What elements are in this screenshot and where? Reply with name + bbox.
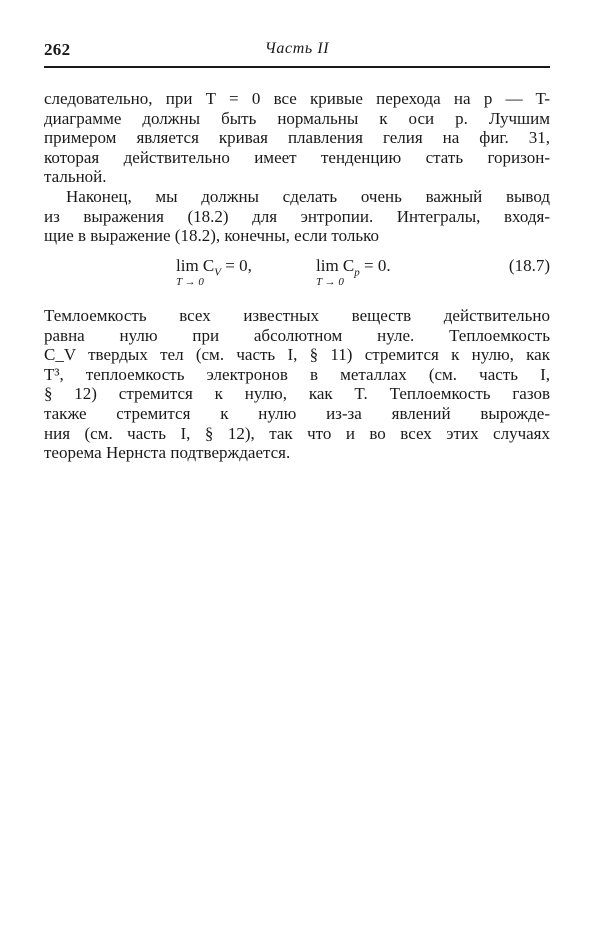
limit-operator: [316, 256, 391, 288]
equation-left: [176, 256, 252, 288]
header-rule: [44, 66, 550, 68]
text-line: ния (см. часть I, § 12), так что и во всех этих случаях: [44, 423, 550, 443]
page-number: 262: [44, 40, 71, 59]
text-line: из выражения (18.2) для энтропии. Интегралы, входя-: [44, 206, 550, 226]
text-line: диаграмме должны быть нормальны к оси p. Лучшим: [44, 108, 550, 128]
paragraph-2: [44, 187, 550, 246]
paragraph-3: [44, 306, 550, 463]
text-line: тальной.: [44, 167, 107, 187]
page-header: [44, 38, 550, 64]
limit-underscript: T → 0: [176, 276, 204, 288]
limit-expression: lim C: [316, 256, 355, 275]
text-line: следовательно, при T = 0 все кривые перехода на p — T-: [44, 89, 550, 108]
equation-right: [316, 256, 391, 288]
paragraph-1: [44, 89, 550, 187]
text-line: которая действительно имеет тенденцию стать горизон-: [44, 147, 550, 167]
subscript-p: p: [354, 266, 360, 279]
text-line: щие в выражение (18.2), конечны, если только: [44, 226, 380, 246]
text-line: также стремится к нулю из-за явлений вырожде-: [44, 403, 550, 423]
text-line: примером является кривая плавления гелия на фиг. 31,: [44, 128, 550, 148]
limit-underscript: T → 0: [316, 276, 344, 288]
text-line: C_V твердых тел (см. часть I, § 11) стремится к нулю, как: [44, 345, 550, 365]
text-line: Темлоемкость всех известных веществ действительно: [44, 306, 550, 325]
text-line: равна нулю при абсолютном нуле. Теплоемкость: [44, 325, 550, 345]
limit-operator: [176, 256, 252, 288]
equation-rhs: = 0,: [221, 256, 252, 275]
limit-expression: lim C: [176, 256, 215, 275]
subscript-v: V: [214, 266, 221, 279]
equation-number: (18.7): [508, 256, 550, 275]
equation-rhs: = 0.: [359, 256, 391, 275]
text-line: теорема Нернста подтверждается.: [44, 443, 291, 463]
text-line: § 12) стремится к нулю, как T. Теплоемкость газов: [44, 384, 550, 404]
text-line: Наконец, мы должны сделать очень важный вывод: [66, 187, 550, 206]
text-line: T³, теплоемкость электронов в металлах (см. часть I,: [44, 364, 550, 384]
display-equation: [44, 256, 550, 296]
running-head: Часть II: [264, 40, 330, 57]
